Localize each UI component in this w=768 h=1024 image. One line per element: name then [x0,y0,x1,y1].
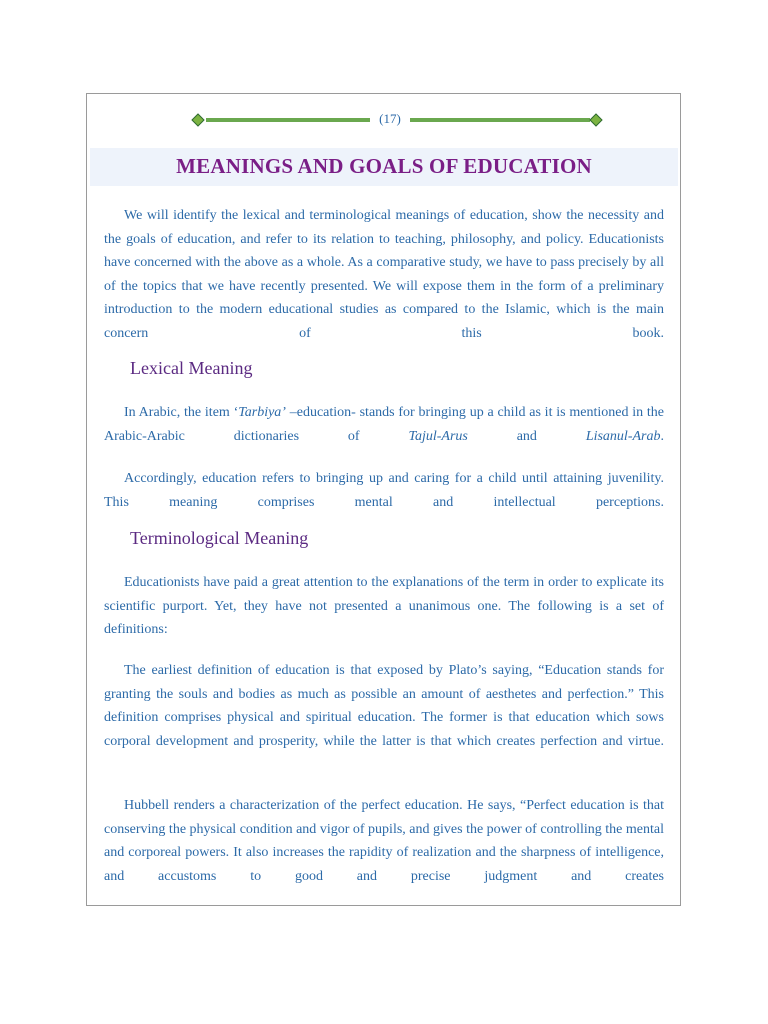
page-number: (17) [370,112,410,126]
lexical-heading: Lexical Meaning [130,358,253,378]
header-ornament [98,108,628,132]
page-title: MEANINGS AND GOALS OF EDUCATION [176,154,592,178]
right-diamond-icon [590,114,602,126]
intro-paragraph: We will identify the lexical and terminological meanings of education, show the necessity and the goals of education, and refer to its relation to teaching, philosophy, and policy. Educationists have concerned with the above as a whole. As a comparative study, we have to pass precisely by all of the topics that we have recently presented. We will expose them in the form of a preliminary introduction to the modern educational studies as compared to the Islamic, which is the main concern of this book. [104,208,664,341]
terminological-heading: Terminological Meaning [130,528,309,548]
terminological-paragraph-2: The earliest definition of education is that exposed by Plato’s saying, “Education stands for granting the souls and bodies as much as possible an amount of aesthetes and perfection.” This definition comprises physical and spiritual education. The former is that education which sows corporal development and prosperity, while the latter is that which creates perfection and virtue. [104,663,664,749]
lexical-paragraph-1: In Arabic, the item ‘Tarbiya’ –education- stands for bringing up a child as it is mentioned in the Arabic-Arabic dictionaries of Tajul-Arus and Lisanul-Arab. [104,405,664,444]
terminological-paragraph-3: Hubbell renders a characterization of the perfect education. He says, “Perfect education is that conserving the physical condition and vigor of pupils, and gives the power of controlling the mental and corporeal powers. It also increases the rapidity of realization and the sharpness of intelligence, and accustoms to good and precise judgment and creates [104,798,664,884]
terminological-paragraph-1: Educationists have paid a great attention to the explanations of the term in order to explicate its scientific purport. Yet, they have not presented a unanimous one. The following is a set of definitions: [104,575,664,637]
lexical-paragraph-2: Accordingly, education refers to bringing up and caring for a child until attaining juvenility. This meaning comprises mental and intellectual perceptions. [104,471,664,510]
left-diamond-icon [192,114,204,126]
